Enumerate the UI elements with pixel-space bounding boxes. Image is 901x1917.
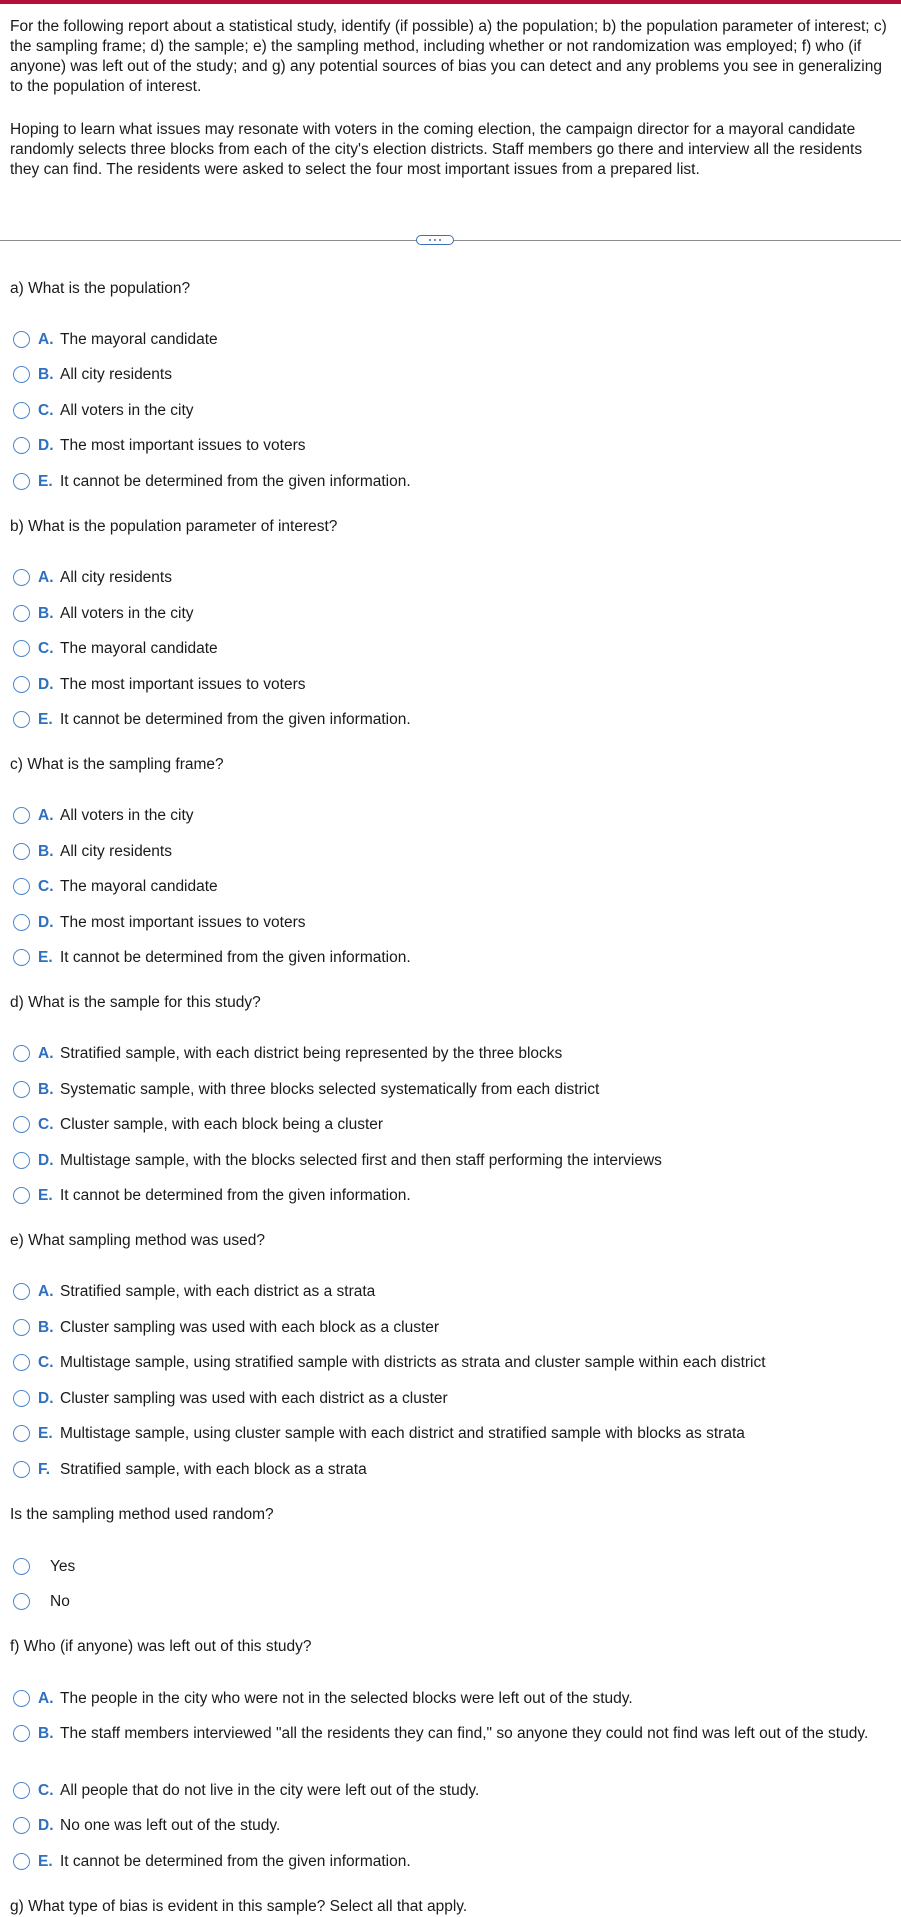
option-b-b[interactable] <box>13 603 893 624</box>
option-c-b[interactable] <box>13 841 893 862</box>
radio-button[interactable] <box>13 1461 30 1478</box>
option-text: Systematic sample, with three blocks selected systematically from each district <box>60 1081 600 1098</box>
radio-button[interactable] <box>13 1853 30 1870</box>
radio-button[interactable] <box>13 949 30 966</box>
intro-text: For the following report about a statistical study, identify (if possible) a) the population; b) the population parameter of interest; c) the sampling frame; d) the sample; e) the sampling method, including whether or not randomization was employed; f) who (if anyone) was left out of the study; and g) any potential sources of bias you can detect and any problems you see in generalizing to the population of interest. <box>10 18 887 95</box>
radio-button[interactable] <box>13 1283 30 1300</box>
option-text: It cannot be determined from the given information. <box>60 711 411 728</box>
option-a-e[interactable] <box>13 471 893 492</box>
option-letter: C. <box>38 1116 54 1133</box>
dot-icon <box>439 239 441 241</box>
radio-button[interactable] <box>13 640 30 657</box>
radio-button[interactable] <box>13 331 30 348</box>
option-letter: B. <box>38 1725 54 1742</box>
option-letter: A. <box>38 807 54 824</box>
question-a-title: a) What is the population? <box>10 280 191 297</box>
option-letter: A. <box>38 1045 54 1062</box>
option-text: Multistage sample, using cluster sample with each district and stratified sample with blocks as strata <box>60 1425 745 1442</box>
radio-button[interactable] <box>13 711 30 728</box>
option-letter: A. <box>38 1283 54 1300</box>
dot-icon <box>434 239 436 241</box>
question-c-title: c) What is the sampling frame? <box>10 756 224 773</box>
option-letter: E. <box>38 949 53 966</box>
option-c-d[interactable] <box>13 912 893 933</box>
option-b-e[interactable] <box>13 709 893 730</box>
option-d-a[interactable] <box>13 1043 893 1064</box>
option-a-d[interactable] <box>13 435 893 456</box>
option-text: All people that do not live in the city were left out of the study. <box>60 1782 480 1799</box>
option-a-c[interactable] <box>13 400 893 421</box>
expand-more-button[interactable] <box>416 235 454 245</box>
option-b-d[interactable] <box>13 674 893 695</box>
option-letter: D. <box>38 1152 54 1169</box>
radio-button[interactable] <box>13 878 30 895</box>
option-text: All voters in the city <box>60 605 194 622</box>
option-text: All voters in the city <box>60 402 194 419</box>
option-c-c[interactable] <box>13 876 893 897</box>
option-text: Cluster sampling was used with each block as a cluster <box>60 1319 440 1336</box>
radio-button[interactable] <box>13 807 30 824</box>
radio-button[interactable] <box>13 1116 30 1133</box>
option-e-b[interactable] <box>13 1317 893 1338</box>
option-letter: A. <box>38 569 54 586</box>
option-text: Yes <box>50 1558 76 1575</box>
option-letter: B. <box>38 366 54 383</box>
option-e-d[interactable] <box>13 1388 893 1409</box>
radio-button[interactable] <box>13 1354 30 1371</box>
option-text: The most important issues to voters <box>60 676 306 693</box>
option-text: Stratified sample, with each district as a strata <box>60 1283 376 1300</box>
option-text: The staff members interviewed "all the residents they can find," so anyone they could not find was left out of the study. <box>60 1725 869 1742</box>
radio-button[interactable] <box>13 1725 30 1742</box>
option-letter: D. <box>38 914 54 931</box>
option-a-b[interactable] <box>13 364 893 385</box>
option-letter: F. <box>38 1461 51 1478</box>
option-b-c[interactable] <box>13 638 893 659</box>
option-letter: E. <box>38 473 53 490</box>
option-text: Stratified sample, with each district being represented by the three blocks <box>60 1045 563 1062</box>
radio-button[interactable] <box>13 914 30 931</box>
option-text: Multistage sample, using stratified sample with districts as strata and cluster sample within each district <box>60 1354 766 1371</box>
scenario-text: Hoping to learn what issues may resonate with voters in the coming election, the campaign director for a mayoral candidate randomly selects three blocks from each of the city's election districts. Staff members go there and interview all the residents they can find. The residents were asked to select the four most important issues from a prepared list. <box>10 121 863 178</box>
option-letter: C. <box>38 640 54 657</box>
option-letter: B. <box>38 1081 54 1098</box>
option-text: All voters in the city <box>60 807 194 824</box>
option-b-a[interactable] <box>13 567 893 588</box>
option-d-e[interactable] <box>13 1185 893 1206</box>
option-text: The mayoral candidate <box>60 640 218 657</box>
question-f-title: f) Who (if anyone) was left out of this study? <box>10 1638 312 1655</box>
option-letter: A. <box>38 331 54 348</box>
option-f-e[interactable] <box>13 1851 893 1872</box>
option-text: It cannot be determined from the given information. <box>60 473 411 490</box>
radio-button[interactable] <box>13 1690 30 1707</box>
option-yes[interactable] <box>13 1556 893 1577</box>
option-e-c[interactable] <box>13 1352 893 1373</box>
radio-button[interactable] <box>13 473 30 490</box>
question-g-title: g) What type of bias is evident in this sample? Select all that apply. <box>10 1898 468 1915</box>
option-text: Stratified sample, with each block as a strata <box>60 1461 367 1478</box>
option-letter: E. <box>38 1425 53 1442</box>
option-text: The people in the city who were not in the selected blocks were left out of the study. <box>60 1690 633 1707</box>
option-letter: B. <box>38 843 54 860</box>
radio-button[interactable] <box>13 1390 30 1407</box>
option-d-c[interactable] <box>13 1114 893 1135</box>
option-e-e[interactable] <box>13 1423 893 1444</box>
option-text: Cluster sampling was used with each district as a cluster <box>60 1390 448 1407</box>
radio-button[interactable] <box>13 1558 30 1575</box>
radio-button[interactable] <box>13 437 30 454</box>
option-c-a[interactable] <box>13 805 893 826</box>
option-letter: D. <box>38 437 54 454</box>
option-no[interactable] <box>13 1591 893 1612</box>
question-d-title: d) What is the sample for this study? <box>10 994 261 1011</box>
option-letter: C. <box>38 878 54 895</box>
option-letter: E. <box>38 711 53 728</box>
option-f-c[interactable] <box>13 1780 893 1801</box>
option-text: All city residents <box>60 569 172 586</box>
option-text: No <box>50 1593 70 1610</box>
option-d-d[interactable] <box>13 1150 893 1171</box>
radio-button[interactable] <box>13 1817 30 1834</box>
radio-button[interactable] <box>13 1187 30 1204</box>
option-letter: C. <box>38 402 54 419</box>
question-b-title: b) What is the population parameter of interest? <box>10 518 338 535</box>
option-f-d[interactable] <box>13 1815 893 1836</box>
option-f-b[interactable] <box>13 1723 893 1744</box>
option-text: Multistage sample, with the blocks selected first and then staff performing the interviews <box>60 1152 662 1169</box>
question-e-title: e) What sampling method was used? <box>10 1232 266 1249</box>
radio-button[interactable] <box>13 402 30 419</box>
option-e-f[interactable] <box>13 1459 893 1480</box>
option-text: No one was left out of the study. <box>60 1817 281 1834</box>
option-letter: E. <box>38 1187 53 1204</box>
radio-button[interactable] <box>13 1152 30 1169</box>
radio-button[interactable] <box>13 569 30 586</box>
radio-button[interactable] <box>13 676 30 693</box>
option-text: It cannot be determined from the given information. <box>60 1187 411 1204</box>
option-letter: A. <box>38 1690 54 1707</box>
radio-button[interactable] <box>13 1782 30 1799</box>
option-a-a[interactable] <box>13 329 893 350</box>
radio-button[interactable] <box>13 1593 30 1610</box>
option-text: The mayoral candidate <box>60 331 218 348</box>
radio-button[interactable] <box>13 1319 30 1336</box>
option-letter: B. <box>38 1319 54 1336</box>
option-text: It cannot be determined from the given information. <box>60 949 411 966</box>
option-text: Cluster sample, with each block being a cluster <box>60 1116 384 1133</box>
radio-button[interactable] <box>13 1045 30 1062</box>
option-letter: D. <box>38 1817 54 1834</box>
radio-button[interactable] <box>13 1081 30 1098</box>
option-letter: C. <box>38 1782 54 1799</box>
option-f-a[interactable] <box>13 1688 893 1709</box>
dot-icon <box>429 239 431 241</box>
question-random-title: Is the sampling method used random? <box>10 1506 274 1523</box>
option-text: The most important issues to voters <box>60 437 306 454</box>
option-text: The mayoral candidate <box>60 878 218 895</box>
option-letter: D. <box>38 1390 54 1407</box>
radio-button[interactable] <box>13 366 30 383</box>
option-text: The most important issues to voters <box>60 914 306 931</box>
option-text: It cannot be determined from the given information. <box>60 1853 411 1870</box>
option-text: All city residents <box>60 366 172 383</box>
option-text: All city residents <box>60 843 172 860</box>
option-d-b[interactable] <box>13 1079 893 1100</box>
option-letter: B. <box>38 605 54 622</box>
option-letter: E. <box>38 1853 53 1870</box>
option-letter: C. <box>38 1354 54 1371</box>
radio-button[interactable] <box>13 1425 30 1442</box>
option-e-a[interactable] <box>13 1281 893 1302</box>
radio-button[interactable] <box>13 605 30 622</box>
option-c-e[interactable] <box>13 947 893 968</box>
radio-button[interactable] <box>13 843 30 860</box>
option-letter: D. <box>38 676 54 693</box>
top-accent-bar <box>0 0 901 4</box>
